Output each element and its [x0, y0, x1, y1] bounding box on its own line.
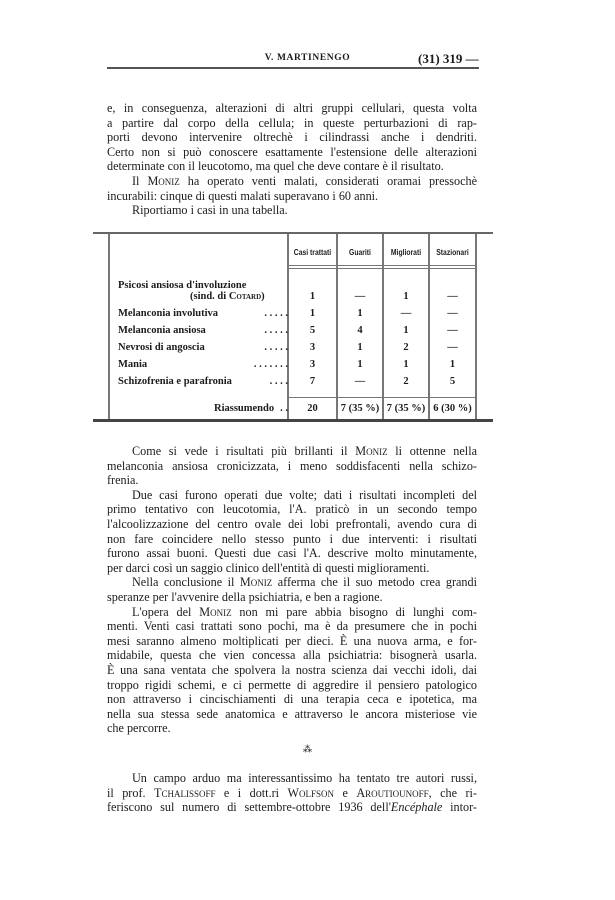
- author-name: Moniz: [355, 444, 388, 458]
- text-segment: Come si vede i risultati più brillanti il: [132, 444, 356, 458]
- row-label: Schizofrenia e parafronia: [118, 376, 232, 387]
- cell-casi-trattati: 20: [307, 403, 318, 414]
- text-line: [107, 101, 477, 116]
- cell-migliorati: 7 (35 %): [386, 403, 426, 414]
- cell-migliorati: 1: [403, 359, 409, 370]
- text-segment: ha operato venti malati, considerati oramai pressochè: [179, 173, 477, 188]
- table-row-total: [118, 403, 476, 418]
- cell-guariti: 1: [357, 342, 363, 353]
- text-segment: il prof.: [107, 785, 155, 800]
- text-line: [107, 189, 477, 204]
- text-segment: a partire dal corpo della cellula; in queste perturbazioni di rap-: [107, 115, 477, 130]
- cell-stazionari: 5: [449, 376, 456, 387]
- cell-guariti: 1: [357, 359, 363, 370]
- table-row: [118, 308, 476, 323]
- text-segment: L'opera del: [132, 604, 200, 619]
- table-row: [118, 291, 476, 306]
- text-segment: li ottenne nella: [387, 444, 477, 458]
- text-segment: che percorre.: [107, 721, 171, 736]
- text-segment: midabile, questa che vien concessa alla psichiatria: bisognerà usarla.: [107, 648, 477, 663]
- text-segment: l'alcoolizzazione del centro ovale dei lobi prefrontali, avendo cura di: [107, 516, 477, 531]
- text-segment: determinate con il leucotomo, ma quel che deve contare è il risultato.: [107, 159, 444, 174]
- cell-migliorati: —: [400, 308, 412, 319]
- text-segment: Riportiamo i casi in una tabella.: [132, 203, 288, 218]
- text-segment: non mi pare abbia bisogno di lunghi com-: [231, 604, 477, 619]
- cell-casi-trattati: 5: [309, 325, 316, 336]
- total-rule: [288, 397, 476, 398]
- text-line: [107, 502, 477, 517]
- column-header-guariti: Guariti: [349, 247, 371, 257]
- cell-guariti: 7 (35 %): [340, 403, 380, 414]
- text-line: [107, 771, 477, 786]
- dot-leader: . . . . . . .: [253, 359, 288, 370]
- text-segment: incurabili: cinque di questi malati superavano i 60 anni.: [107, 188, 379, 203]
- cell-guariti: —: [354, 291, 366, 302]
- text-line: [107, 678, 477, 693]
- text-line: [107, 532, 477, 547]
- text-line: [107, 159, 477, 174]
- text-segment: Nella conclusione il: [132, 575, 240, 590]
- text-segment: troppo rigidi schemi, e ci permette di aggredire il pensiero patologico: [107, 677, 477, 692]
- author-name: Aroutiounoff: [356, 785, 429, 800]
- text-block-3: [107, 771, 477, 815]
- text-line: [107, 721, 477, 736]
- text-segment: intor-: [442, 800, 477, 815]
- text-line: [107, 561, 477, 576]
- cell-guariti: 1: [357, 308, 363, 319]
- author-name: Wolfson: [287, 785, 335, 800]
- text-line: [107, 590, 477, 605]
- author-name: Tchalissoff: [154, 785, 216, 800]
- header-rule: [288, 265, 476, 266]
- text-segment: e, in conseguenza, alterazioni di altri gruppi cellulari, questa volta: [107, 101, 477, 115]
- text-line: [107, 634, 477, 649]
- cell-casi-trattati: 3: [309, 359, 316, 370]
- cell-migliorati: 2: [403, 376, 409, 387]
- row-label: Psicosi ansiosa d'involuzione: [118, 280, 247, 291]
- table-row: [118, 359, 476, 374]
- header-rule: [288, 268, 476, 269]
- row-label: Melanconia involutiva: [118, 308, 219, 319]
- cell-casi-trattati: 1: [309, 308, 316, 319]
- text-segment: Due casi furono operati due volte; dati i risultati incompleti del: [132, 487, 477, 502]
- running-header-author: V. MARTINENGO: [264, 53, 351, 63]
- text-block-2: [107, 444, 477, 736]
- section-separator-asterism: ⁂: [303, 744, 312, 754]
- row-label: Melanconia ansiosa: [118, 325, 206, 336]
- page-number: (31) 319 —: [418, 51, 479, 66]
- text-segment: e: [334, 785, 357, 800]
- row-label: Mania: [118, 359, 148, 370]
- cell-casi-trattati: 3: [309, 342, 316, 353]
- text-segment: , che ri-: [428, 785, 477, 800]
- text-line: [107, 692, 477, 707]
- text-segment: nella sua stessa sede anatomica e attraverso le ancora misteriose vie: [107, 706, 477, 721]
- dot-leader: . . . .: [269, 376, 288, 387]
- text-line: [107, 116, 477, 131]
- cell-stazionari: —: [447, 325, 458, 336]
- dot-leader: . . . . .: [264, 308, 288, 319]
- table-row: [118, 325, 476, 340]
- cell-guariti: —: [354, 376, 366, 387]
- text-line: [107, 130, 477, 145]
- table-row: [118, 342, 476, 357]
- text-line: [107, 203, 477, 218]
- table-row: [118, 376, 476, 391]
- text-segment: Il: [132, 173, 148, 188]
- author-name: Moniz: [199, 604, 232, 619]
- text-segment: Certo non si può conoscere esattamente l'estensione delle alterazioni: [107, 144, 477, 159]
- cell-stazionari: —: [447, 342, 458, 353]
- dot-leader: . . . . .: [264, 325, 288, 336]
- text-segment: mesi saranno almeno moltiplicati per dieci. È una nuova arma, e for-: [107, 633, 477, 648]
- text-segment: non fare coincidere nello stesso punto i due interventi: i risultati: [107, 531, 477, 546]
- text-segment: primo tentativo con leucotomia, l'A. praticò in un secondo tempo: [107, 502, 477, 517]
- cell-casi-trattati: 1: [309, 291, 316, 302]
- text-line: [107, 145, 477, 160]
- text-line: [107, 517, 477, 532]
- text-line: [107, 575, 477, 590]
- text-segment: e i dott.ri: [215, 785, 288, 800]
- text-segment: menti. Venti casi trattati sono pochi, ma è da presumere che in pochi: [107, 619, 477, 634]
- text-line: [107, 488, 477, 503]
- table-bottom-rule: [93, 419, 493, 422]
- text-line: [107, 444, 477, 459]
- cell-migliorati: 2: [403, 342, 409, 353]
- cell-stazionari: 1: [449, 359, 456, 370]
- cell-stazionari: 6 (30 %): [433, 403, 472, 414]
- dot-leader: . . . . .: [264, 342, 288, 353]
- text-line: [107, 459, 477, 474]
- text-segment: per darci così un saggio clinico dell'entità di questi miglioramenti.: [107, 560, 430, 575]
- row-label: Riassumendo: [214, 403, 275, 414]
- author-name: Moniz: [147, 173, 180, 188]
- column-header-casi-trattati: Casi trattati: [293, 247, 332, 257]
- cell-guariti: 4: [357, 325, 363, 336]
- row-sublabel: (sind. di Cotard): [190, 291, 265, 302]
- text-line: [107, 174, 477, 189]
- text-segment: speranze per l'avvenire della psichiatria, e ben a ragione.: [107, 589, 383, 604]
- text-line: [107, 786, 477, 801]
- text-line: [107, 663, 477, 678]
- cell-migliorati: 1: [403, 325, 409, 336]
- text-line: [107, 707, 477, 722]
- cell-casi-trattati: 7: [309, 376, 316, 387]
- column-header-stazionari: Stazionari: [436, 247, 469, 257]
- journal-title: Encéphale: [390, 800, 443, 815]
- text-segment: furono assai buoni. Questi due casi l'A. descrive molto minutamente,: [107, 546, 477, 561]
- text-segment: non attraverso i cincischiamenti di una terapia ceca e ipotetica, ma: [107, 692, 477, 707]
- text-segment: afferma che il suo metodo crea grandi: [272, 575, 477, 590]
- cell-stazionari: —: [447, 291, 458, 302]
- table-left-border: [108, 234, 110, 420]
- text-segment: feriscono sul numero di settembre-ottobre 1936 dell': [107, 800, 391, 815]
- column-header-migliorati: Migliorati: [390, 247, 422, 257]
- table-top-rule: [93, 232, 493, 234]
- text-line: [107, 800, 477, 815]
- text-line: [107, 619, 477, 634]
- text-segment: porti devono intervenire oltrechè i cilindrassi anche i dendriti.: [107, 130, 477, 145]
- text-block-1: [107, 101, 477, 218]
- text-segment: melanconia ansiosa cronicizzata, i meno soddisfacenti nella schizo-: [107, 458, 477, 473]
- text-segment: È una sana ventata che spolvera la nostra scienza dai vecchi idoli, dai: [107, 662, 477, 677]
- text-segment: Un campo arduo ma interessantissimo ha tentato tre autori russi,: [132, 771, 477, 785]
- cell-migliorati: 1: [403, 291, 409, 302]
- row-label: Nevrosi di angoscia: [118, 342, 205, 353]
- text-line: [107, 473, 477, 488]
- text-segment: frenia.: [107, 473, 139, 488]
- author-name: Moniz: [239, 575, 273, 590]
- header-rule: [107, 67, 479, 69]
- text-line: [107, 605, 477, 620]
- dot-leader: . .: [280, 403, 288, 414]
- cell-stazionari: —: [447, 308, 458, 319]
- text-line: [107, 648, 477, 663]
- text-line: [107, 546, 477, 561]
